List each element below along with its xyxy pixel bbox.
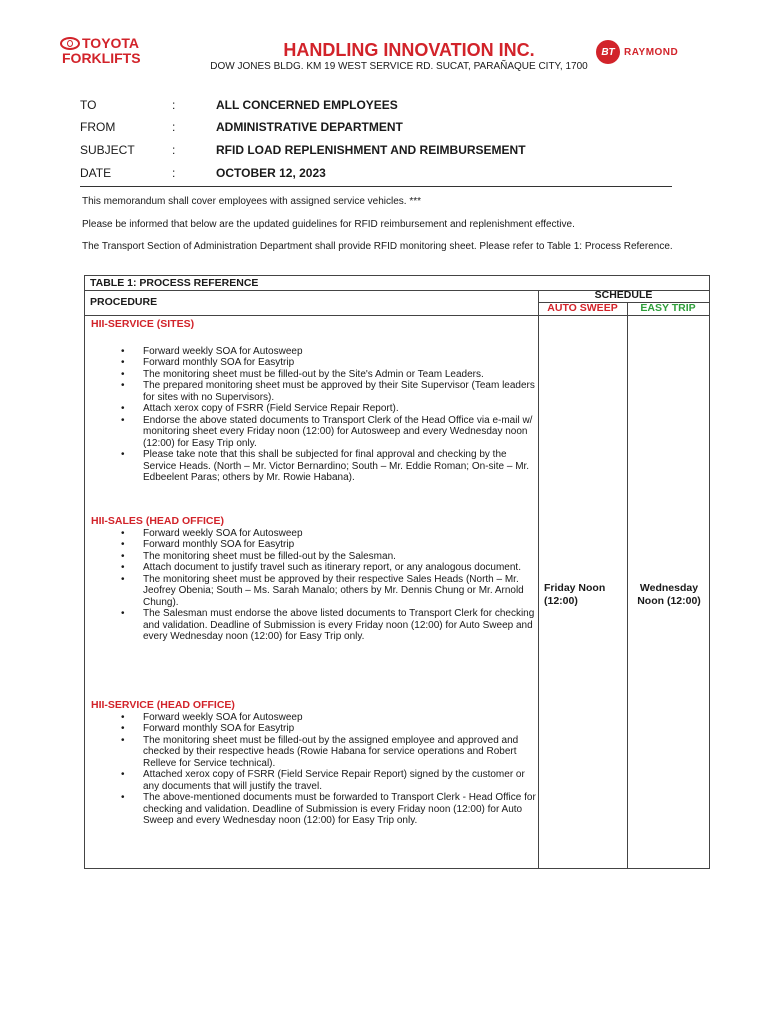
memo-value: ALL CONCERNED EMPLOYEES [216, 98, 398, 112]
list-item: • The monitoring sheet must be approved by their respective Sales Heads (North – Mr. Jeofrey Obenia; South – Ms. Sarah Manalo; others by Mr. Dennis Chung or Mr. Arnold Chung). [143, 574, 539, 609]
list-item: • Forward monthly SOA for Easytrip [143, 539, 539, 551]
list-item: • Endorse the above stated documents to Transport Clerk of the Head Office via e-mail w/ monitoring sheet every Friday noon (12:00) for Autosweep and every Wednesday noon (12:00) for Easy Trip only. [143, 415, 539, 450]
memo-from-row [80, 120, 403, 140]
table-divider [627, 302, 628, 868]
memo-to-row [80, 98, 398, 118]
paragraph-guidelines: Please be informed that below are the updated guidelines for RFID reimbursement and replenishment effective. [82, 219, 575, 230]
easy-trip-header: EASY TRIP [640, 302, 696, 314]
memo-colon: : [172, 98, 176, 112]
auto-sweep-header: AUTO SWEEP [547, 302, 618, 314]
schedule-header: SCHEDULE [594, 289, 653, 301]
list-item: • The monitoring sheet must be filled-out by the Site's Admin or Team Leaders. [143, 369, 539, 381]
section-heading: HII-SALES (HEAD OFFICE) [91, 515, 224, 527]
list-item: • Attach xerox copy of FSRR (Field Service Repair Report). [143, 403, 539, 415]
list-item: • Forward weekly SOA for Autosweep [143, 528, 539, 540]
memo-value: OCTOBER 12, 2023 [216, 166, 326, 180]
list-item: • Attached xerox copy of FSRR (Field Service Repair Report) signed by the customer or any documents that will justify the travel. [143, 769, 539, 792]
logo-left-line1: TOYOTA [82, 35, 140, 51]
section-hii-service-sites [91, 319, 539, 484]
list-item: • Forward weekly SOA for Autosweep [143, 346, 539, 358]
memo-value: ADMINISTRATIVE DEPARTMENT [216, 120, 403, 134]
list-item: • The Salesman must endorse the above listed documents to Transport Clerk for checking and validation. Deadline of Submission is every Friday noon (12:00) for Auto Sweep and every Wednesday noon (12:00) for Easy Trip only. [143, 608, 539, 643]
list-item: • Forward weekly SOA for Autosweep [143, 712, 539, 724]
list-item: • Forward monthly SOA for Easytrip [143, 357, 539, 369]
logo-left-line2: FORKLIFTS [62, 50, 141, 66]
auto-sweep-schedule: Friday Noon (12:00) [544, 582, 606, 607]
bullet-list [91, 346, 539, 484]
section-hii-sales-head-office [91, 516, 539, 643]
paragraph-scope: This memorandum shall cover employees with assigned service vehicles. *** [82, 196, 422, 207]
list-item: • The prepared monitoring sheet must be approved by their Site Supervisor (Team leaders for sites with no Supervisors). [143, 380, 539, 403]
section-heading: HII-SERVICE (SITES) [91, 318, 195, 330]
bullet-list [91, 528, 539, 643]
list-item: • Please take note that this shall be subjected for final approval and checking by the Service Heads. (North – Mr. Victor Bernardino; South – Mr. Eddie Roman; On-site – Mr. Edbeelent Paras; others by Mr. Rowie Habana). [143, 449, 539, 484]
memo-label: DATE [80, 166, 112, 180]
bullet-list [91, 712, 539, 827]
memo-colon: : [172, 120, 176, 134]
list-item: • The monitoring sheet must be filled-out by the Salesman. [143, 551, 539, 563]
list-item: • Attach document to justify travel such as itinerary report, or any analogous document. [143, 562, 539, 574]
memo-colon: : [172, 166, 176, 180]
list-item: • Forward monthly SOA for Easytrip [143, 723, 539, 735]
easy-trip-schedule: Wednesday Noon (12:00) [637, 582, 701, 607]
raymond-logo [596, 40, 678, 64]
list-item: • The above-mentioned documents must be forwarded to Transport Clerk - Head Office for checking and validation. Deadline of Submission is every Friday noon (12:00) for Auto Sweep and every Wednesday noon (12:00) for Easy Trip only. [143, 792, 539, 827]
company-name: HANDLING INNOVATION INC. [283, 40, 535, 60]
memo-date-row [80, 166, 326, 186]
paragraph-monitoring-sheet: The Transport Section of Administration Department shall provide RFID monitoring sheet. Please refer to Table 1: Process Reference. [82, 241, 673, 252]
list-item: • The monitoring sheet must be filled-out by the assigned employee and approved and checked by their respective heads (Rowie Habana for service operations and Robert Relleve for Service technical). [143, 735, 539, 770]
header-divider [80, 186, 672, 187]
memo-label: SUBJECT [80, 143, 135, 157]
memo-label: FROM [80, 120, 116, 134]
procedure-header: PROCEDURE [90, 296, 158, 308]
table-divider [85, 315, 709, 316]
memo-colon: : [172, 143, 176, 157]
table-title: TABLE 1: PROCESS REFERENCE [90, 277, 259, 289]
section-hii-service-head-office [91, 700, 539, 827]
process-reference-table [84, 275, 710, 869]
raymond-wordmark: RAYMOND [624, 46, 679, 58]
memo-subject-row [80, 143, 526, 163]
company-address: DOW JONES BLDG. KM 19 WEST SERVICE RD. SUCAT, PARAÑAQUE CITY, 1700 [210, 61, 588, 72]
bt-badge-icon: BT [596, 40, 620, 64]
memo-label: TO [80, 98, 97, 112]
section-heading: HII-SERVICE (HEAD OFFICE) [91, 699, 235, 711]
memo-value: RFID LOAD REPLENISHMENT AND REIMBURSEMENT [216, 143, 526, 157]
